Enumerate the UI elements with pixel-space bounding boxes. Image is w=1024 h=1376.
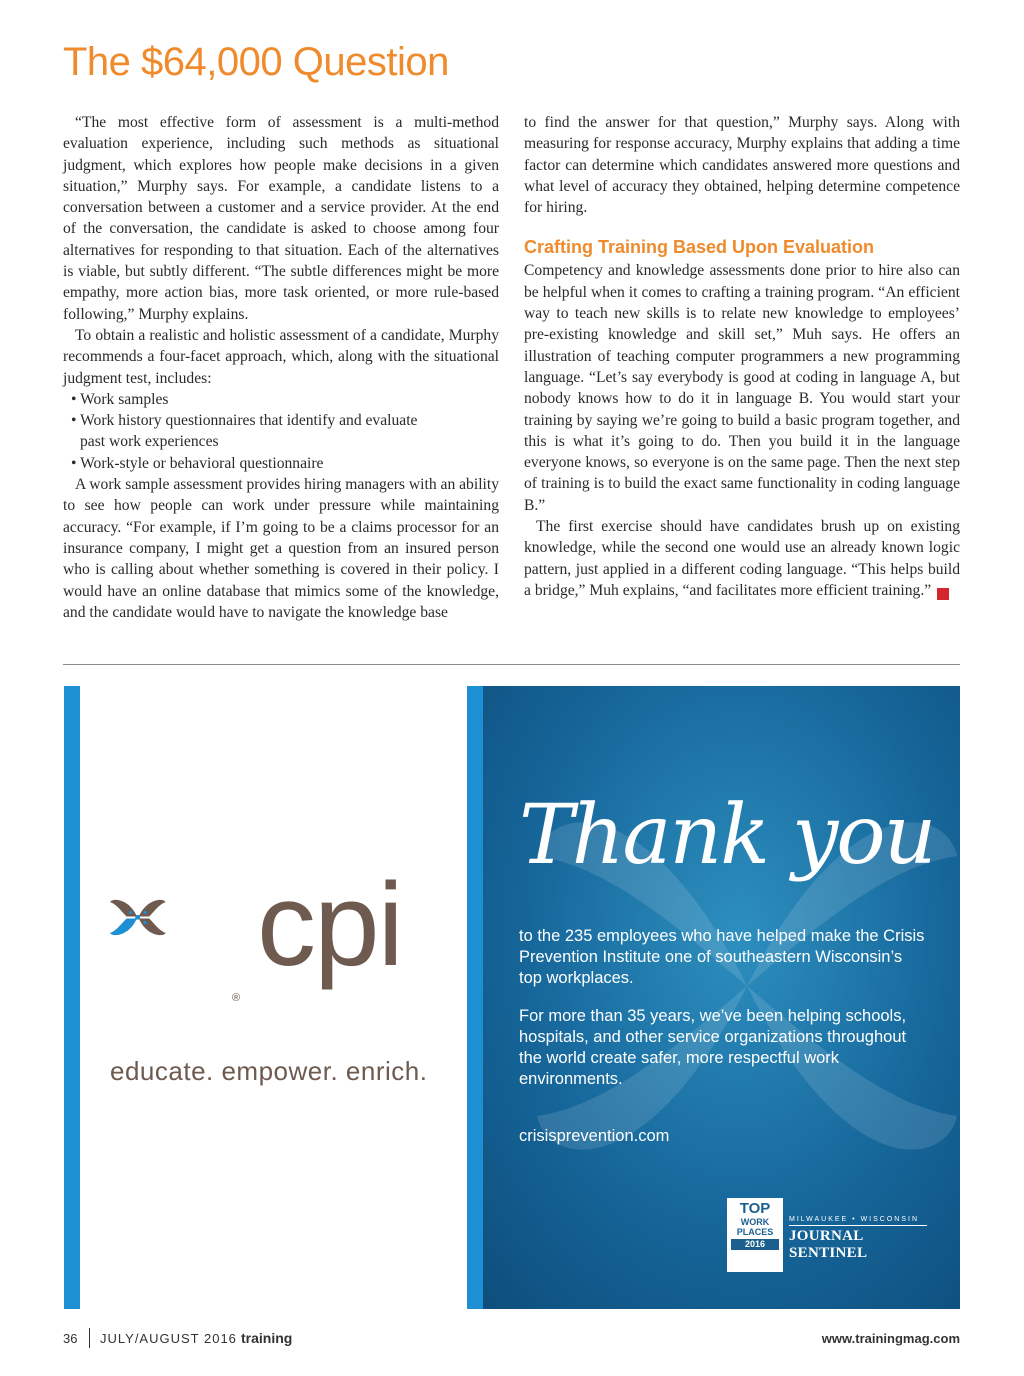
paragraph — [524, 516, 960, 601]
end-of-article-icon: t — [937, 588, 949, 600]
ad-blue-panel — [467, 686, 960, 1309]
ad-blue-stripe — [467, 686, 483, 1309]
logo-dot — [129, 911, 132, 914]
logo-dot — [143, 921, 146, 924]
article-title: The $64,000 Question — [63, 40, 449, 84]
page-footer — [63, 1331, 960, 1349]
badge-mid-text: WORK PLACES — [736, 1217, 774, 1237]
logo-petal-bottom-left — [110, 919, 137, 936]
badge-top-text: TOP — [739, 1200, 771, 1217]
registered-mark: ® — [232, 992, 241, 1004]
ad-tagline: educate. empower. enrich. — [110, 1056, 428, 1086]
logo-petal-bottom-right — [139, 919, 166, 936]
cpi-wordmark: cpi — [257, 859, 402, 991]
list-item: • Work samples — [71, 390, 169, 408]
badge-top-box — [727, 1198, 783, 1272]
paragraph: A work sample assessment provides hiring managers with an ability to see how people can work under pressure while maintaining accuracy. “For example, if I’m going to be a claims processor for an insurance company, I might get a question from an insured person who is calling about whether something is covered in their policy. I would have an online database that mimics some of the knowledge, and the candidate would have to navigate the knowledge base — [63, 476, 499, 621]
list-item: • Work-style or behavioral questionnaire — [71, 454, 324, 472]
journal-sentinel-name: JOURNAL SENTINEL — [789, 1225, 927, 1262]
left-column — [63, 112, 499, 623]
ad-website-link[interactable]: crisisprevention.com — [519, 1127, 670, 1145]
logo-dot — [135, 915, 140, 920]
logo-petal-top-left — [110, 900, 137, 917]
ad-body — [519, 926, 929, 1107]
paragraph: To obtain a realistic and holistic assessment of a candidate, Murphy recommends a four-facet approach, which, along with the situational judgment test, includes: — [63, 326, 499, 387]
paragraph-text: The first exercise should have candidates brush up on existing knowledge, while the second one would use an already known logic pattern, just applied in a different coding language. “This helps build a bridge,” Muh explains, “and facilitates more efficient training.” — [524, 518, 960, 599]
paragraph: to find the answer for that question,” Murphy says. Along with measuring for response accuracy, Murphy explains that adding a time factor can determine which candidates answered more questions and what level of accuracy they obtained, helping determine competence for hiring. — [524, 114, 960, 217]
logo-dot — [129, 921, 132, 924]
journal-sentinel-logo — [789, 1216, 927, 1262]
ad-left-stripe — [64, 686, 80, 1309]
section-heading: Crafting Training Based Upon Evaluation — [524, 237, 875, 258]
logo-petal-top-right — [139, 900, 166, 917]
ad-headline: Thank you — [519, 788, 935, 883]
page-number: 36 — [63, 1331, 78, 1346]
list-item: past work experiences — [80, 433, 219, 451]
badge-year: 2016 — [731, 1239, 779, 1250]
website-link[interactable]: www.trainingmag.com — [821, 1331, 960, 1346]
top-workplaces-badge — [727, 1198, 927, 1272]
paragraph: Competency and knowledge assessments done prior to hire also can be helpful when it comes to crafting a training program. “An efficient way to teach new skills is to relate new knowledge to employees’ pre-existing knowledge and skill set,” Muh says. He offers an illustration of teaching computer programmers a new programming language. “Let’s say everybody is good at coding in language A, but nobody knows how to do it in language B. You would start your training by saying we’re going to build a basic program together, and this is what it’s going to do. Then you build it in the language everyone knows, so everyone is on the same page. Then the next step of training is to build the exact same functionality in coding language B.” — [524, 262, 960, 514]
cpi-flower-logo-icon — [108, 880, 248, 990]
paragraph: “The most effective form of assessment is a multi-method evaluation experience, including such methods as situational judgment, which explores how people make decisions in a given situation,” Murphy says. For example, a candidate listens to a conversation between a customer and a service provider. At the end of the conversation, the candidate is asked to choose among four alternatives for responding to that situation. Each of the alternatives is viable, but subtly different. “The subtle differences might be more empathy, more action bias, more task oriented, or more rule-based following,” Murphy explains. — [63, 114, 499, 323]
issue-date: JULY/AUGUST 2016 — [100, 1331, 237, 1346]
magazine-name: training — [241, 1330, 293, 1346]
divider — [63, 664, 960, 665]
ad-paragraph: For more than 35 years, we’ve been helping schools, hospitals, and other service organizations throughout the world create safer, more respectful work environments. — [519, 1007, 907, 1088]
right-column — [524, 112, 960, 601]
ad-paragraph: to the 235 employees who have helped make the Crisis Prevention Institute one of southeastern Wisconsin’s top workplaces. — [519, 927, 925, 987]
list-item: • Work history questionnaires that identify and evaluate — [71, 412, 418, 430]
footer-separator — [89, 1328, 90, 1348]
logo-dot — [143, 911, 146, 914]
journal-sentinel-location: MILWAUKEE • WISCONSIN — [789, 1216, 920, 1223]
